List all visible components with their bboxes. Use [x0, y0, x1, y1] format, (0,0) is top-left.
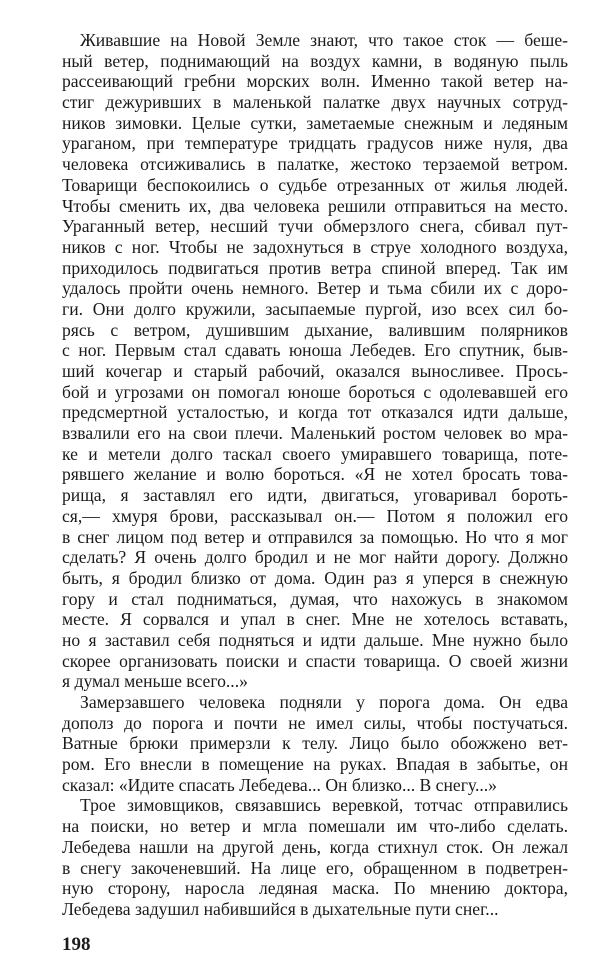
- paragraph: [62, 30, 568, 692]
- text-line: стиг дежуривших в маленькой палатке двух научных сотруд-: [62, 92, 568, 113]
- text-line: в снег лицом под ветер и отправился за помощью. Но что я мог: [62, 526, 568, 547]
- text-line: бой и угрозами он помогал юноше бороться с одолевавшей его: [62, 381, 568, 402]
- text-line: ший кочегар и старый рабочий, оказался выносливее. Прось-: [62, 361, 568, 381]
- text-line: Лебедева задушил набившийся в дыхательные пути снег...: [62, 898, 499, 919]
- text-line: сделать? Я очень долго бродил и не мог найти дорогу. Должно: [62, 547, 568, 568]
- text-line: ную сторону, наросла ледяная маска. По мнению доктора,: [62, 878, 568, 899]
- text-line: ников с ног. Чтобы не задохнуться в струе холодного воздуха,: [62, 236, 568, 257]
- text-line: рища, я заставлял его идти, двигаться, уговаривал бороть-: [62, 485, 568, 506]
- page-body-text: [62, 30, 568, 920]
- text-line: рясь с ветром, душившим дыхание, валившим полярников: [62, 319, 568, 340]
- paragraph: [62, 795, 568, 919]
- paragraph: [62, 692, 568, 795]
- text-line: я думал меньше всего...»: [62, 671, 248, 692]
- text-line: Чтобы сменить их, два человека решили отправиться на место.: [62, 195, 568, 216]
- text-line: быть, я бродил близко от дома. Один раз я уперся в снежную: [62, 567, 568, 588]
- text-line: с ног. Первым стал сдавать юноша Лебедев. Его спутник, быв-: [62, 340, 568, 361]
- text-line: удалось пройти очень немного. Ветер и тьма сбили их с доро-: [62, 278, 568, 299]
- text-line: приходилось подвигаться против ветра спиной вперед. Так им: [62, 257, 568, 278]
- text-line: Ватные брюки примерзли к телу. Лицо было обожжено вет-: [62, 733, 568, 754]
- text-line: месте. Я сорвался и упал в снег. Мне не хотелось вставать,: [62, 609, 568, 630]
- text-line: скорее организовать поиски и спасти товарища. О своей жизни: [62, 650, 568, 671]
- text-line: дополз до порога и почти не имел силы, чтобы постучаться.: [62, 712, 568, 733]
- text-line: рявшего желание и волю бороться. «Я не хотел бросать това-: [62, 464, 568, 485]
- text-line: но я заставил себя подняться и идти дальше. Мне нужно было: [62, 629, 568, 650]
- text-line: Лебедева нашли на другой день, когда стихнул сток. Он лежал: [62, 836, 568, 857]
- text-line: сказал: «Идите спасать Лебедева... Он близко... В снегу...»: [62, 774, 497, 795]
- text-line: в снегу закоченевший. На лице его, обращенном в подветрен-: [62, 857, 568, 878]
- text-line: ный ветер, поднимающий на воздух камни, в водяную пыль: [62, 50, 568, 71]
- page-number: 198: [62, 934, 91, 955]
- text-line: ся,— хмуря брови, рассказывал он.— Потом я положил его: [62, 505, 568, 526]
- text-line: человека отсиживались в палатке, жестоко терзаемой ветром.: [62, 154, 568, 175]
- text-line: ром. Его внесли в помещение на руках. Впадая в забытье, он: [62, 754, 568, 775]
- text-line: Живавшие на Новой Земле знают, что такое сток — беше-: [80, 30, 568, 50]
- text-line: гору и стал подниматься, думая, что нахожусь в знакомом: [62, 588, 568, 609]
- text-line: ги. Они долго кружили, засыпаемые пургой, изо всех сил бо-: [62, 298, 568, 319]
- text-line: ке и метели долго таскал своего умиравшего товарища, поте-: [62, 443, 568, 464]
- text-line: Замерзавшего человека подняли у порога дома. Он едва: [80, 692, 568, 712]
- text-line: рассеивающий гребни морских волн. Именно такой ветер на-: [62, 71, 568, 92]
- text-line: предсмертной усталостью, и когда тот отказался идти дальше,: [62, 402, 568, 423]
- text-line: ураганом, при температуре тридцать градусов ниже нуля, два: [62, 133, 568, 154]
- text-line: Товарищи беспокоились о судьбе отрезанных от жилья людей.: [62, 174, 568, 195]
- text-line: взвалили его на свои плечи. Маленький ростом человек во мра-: [62, 423, 568, 444]
- text-line: Трое зимовщиков, связавшись веревкой, тотчас отправились: [80, 795, 568, 816]
- text-line: ников зимовки. Целые сутки, заметаемые снежным и ледяным: [62, 112, 568, 133]
- text-line: на поиски, но ветер и мгла помешали им что-либо сделать.: [62, 816, 568, 837]
- text-line: Ураганный ветер, несший тучи обмерзлого снега, сбивал пут-: [62, 216, 568, 237]
